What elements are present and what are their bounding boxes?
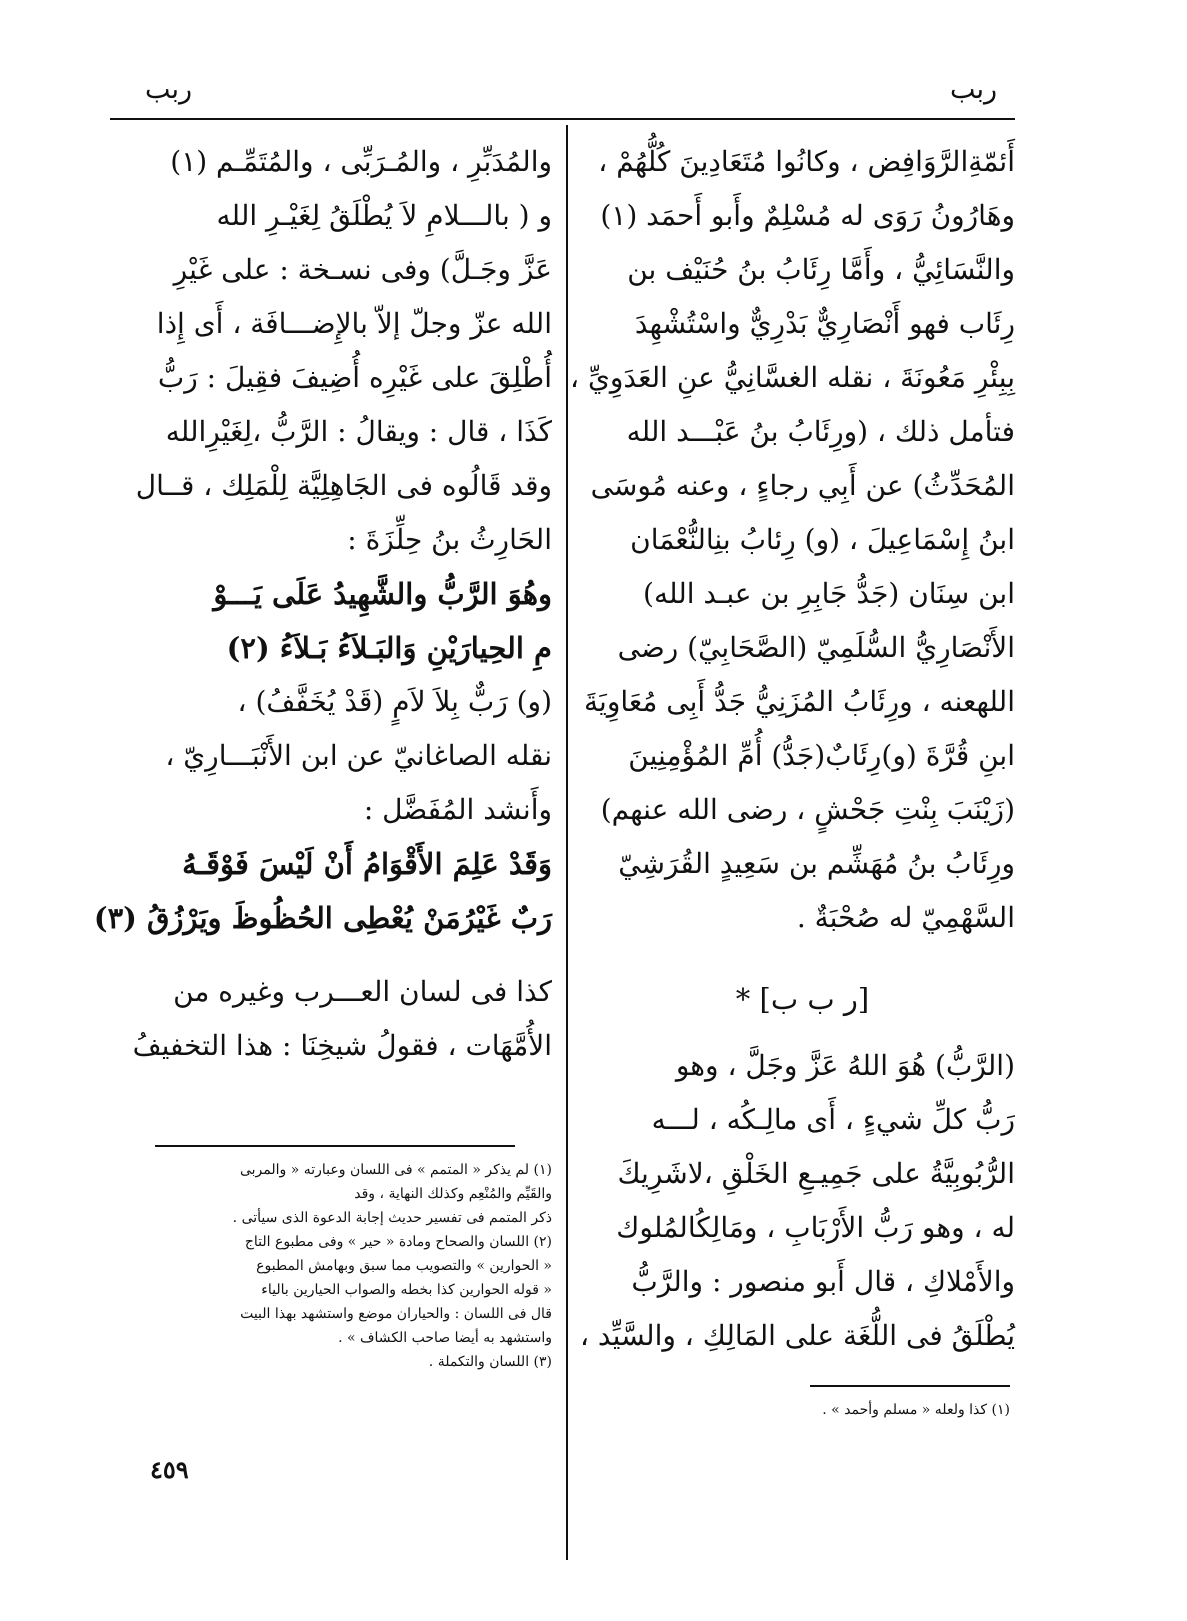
footnote-rule	[155, 1145, 515, 1147]
header-rule	[110, 118, 1015, 120]
text-line: ابنِ قُرَّةَ (و)رِئَابٌ(جَدُّ) أُمِّ المُؤْمِنِينَ	[628, 739, 1015, 772]
text-line: و ( بالـــلامِ لاَ يُطْلَقُ لِغَيْـرِ الله	[216, 199, 552, 232]
footnote-line: (٣) اللسان والتكملة .	[428, 1354, 552, 1370]
text-line: الحَارِثُ بنُ حِلِّزَةَ :	[347, 523, 552, 556]
verse-line: وهُوَ الرَّبُّ والشَّهِيدُ عَلَى يَـــوْ	[213, 577, 552, 611]
text-line: الأُمَّهَات ، فقولُ شيخِنَا : هذا التخفيفُ	[132, 1029, 552, 1062]
footnote-line: (١) لم يذكر « المتمم » فى اللسان وعبارته « والمربى	[239, 1162, 552, 1178]
text-line: الله عزّ وجلّ إلاّ بالإِضـــافَة ، أَى إِذا	[156, 307, 552, 340]
footnote-line: (٢) اللسان والصحاح ومادة « حير » وفى مطبوع التاج	[244, 1234, 552, 1250]
footnote-line: « قوله الحوارين كذا بخطه والصواب الحيارين بالياء	[261, 1282, 552, 1298]
left-footnotes	[112, 1158, 552, 1374]
verse-line: مِ الحِيارَيْنِ وَالبَـلاَءُ بَـلاَءُ (٢)	[226, 631, 552, 665]
text-line: نقله الصاغانيّ عن ابن الأَنْبَـــارِيّ ،	[165, 739, 552, 772]
text-line: ابن سِنَان (جَدُّ جَابِرِ بن عبـد الله)	[643, 577, 1015, 610]
text-line: فتأمل ذلك ، (ورِئَابُ بنُ عَبْـــد الله	[626, 415, 1015, 448]
verse-line: رَبٌ غَيْرُمَنْ يُعْطِى الحُظُوظَ ويَرْزُقُ (٣)	[93, 901, 552, 935]
text-line: له ، وهو رَبُّ الأَرْبَابِ ، ومَالِكُالمُلوك	[616, 1211, 1015, 1244]
text-line: المُحَدِّثُ) عن أَبِي رجاءٍ ، وعنه مُوسَى	[590, 469, 1015, 502]
text-line: ابنُ إِسْمَاعِيلَ ، (و) رِئابُ بنِالنُّعْمَان	[630, 523, 1015, 556]
text-line: أَئمّةِالرَّوَافِض ، وكانُوا مُتَعَادِينَ كُلُّهُمْ ،	[598, 145, 1015, 178]
text-line: بِبِئْرِ مَعُونَةَ ، نقله الغسَّانِيُّ عنِ العَدَوِيِّ ،	[570, 361, 1015, 394]
text-line: السَّهْمِيّ له صُحْبَةٌ .	[796, 901, 1015, 934]
text-line: رَبُّ كلِّ شيءٍ ، أَى مالِـكُه ، لـــه	[651, 1103, 1015, 1136]
footnote-line: « الحوارين » والتصويب مما سبق وبهامش المطبوع	[256, 1258, 552, 1274]
right-footnotes	[760, 1398, 1010, 1422]
column-divider	[566, 125, 568, 1560]
text-line: (و) رَبٌّ بِلاَ لاَمٍ (قَدْ يُخَفَّفُ) ،	[237, 685, 552, 718]
text-line: عَزَّ وجَـلَّ) وفى نسـخة : على غَيْرِ	[173, 253, 552, 286]
entry-heading: [ر ب ب] *	[735, 982, 870, 1016]
running-header-left: ربب	[145, 74, 193, 105]
left-column	[93, 135, 552, 1073]
text-line: وهَارُونُ رَوَى له مُسْلِمٌ وأَبو أَحمَد (١)	[600, 199, 1015, 232]
text-line: أُطْلِقَ على غَيْرِه أُضِيفَ فقِيلَ : رَبُّ	[157, 361, 552, 394]
right-column	[570, 135, 1015, 1363]
footnote-line: (١) كذا ولعله « مسلم وأحمد » .	[822, 1402, 1010, 1418]
footnote-line: واستشهد به أيضا صاحب الكشاف » .	[338, 1330, 552, 1346]
text-line: (زَيْنَبَ بِنْتِ جَحْشٍ ، رضى الله عنهم)	[600, 793, 1015, 826]
text-line: (الرَّبُّ) هُوَ اللهُ عَزَّ وجَلَّ ، وهو	[675, 1049, 1015, 1082]
text-line: والأَمْلاكِ ، قال أَبو منصور : والرَّبُّ	[631, 1265, 1015, 1298]
text-line: رِئَاب فهو أَنْصَارِيٌّ بَدْرِيٌّ واسْتُشْهِدَ	[634, 307, 1015, 340]
footnote-rule	[810, 1385, 1010, 1387]
text-line: الرُّبُوبِيَّةُ على جَمِيـعِ الخَلْقِ ،لاشَرِيكَ	[617, 1157, 1015, 1190]
text-line: وأَنشد المُفَضَّل :	[363, 793, 552, 826]
footnote-line: والقَيِّم والمُنْعِم وكذلك النهاية ، وقد	[354, 1186, 552, 1202]
text-line: وقد قَالُوه فى الجَاهِلِيَّة لِلْمَلِك ، قــال	[135, 469, 552, 502]
text-line: والمُدَبِّرِ ، والمُـرَبِّى ، والمُتَمِّـم (١)	[170, 145, 552, 178]
footnote-line: ذكر المتمم فى تفسير حديث إجابة الدعوة الذى سيأتى .	[232, 1210, 552, 1226]
text-line: يُطْلَقُ فى اللُّغَة على المَالِكِ ، والسَّيِّد ،	[579, 1319, 1015, 1352]
running-header-right: ربب	[950, 74, 998, 105]
text-line: والنَّسَائِيُّ ، وأَمَّا رِئَابُ بنُ حُنَيْف بن	[627, 253, 1015, 286]
text-line: اللهعنه ، ورِئَابُ المُزَنِيُّ جَدُّ أَبِى مُعَاوِيَةَ	[584, 685, 1015, 718]
text-line: كَذَا ، قال : ويقالُ : الرَّبُّ ،لِغَيْرِالله	[165, 415, 552, 448]
spacer	[112, 945, 552, 965]
text-line: الأَنْصَارِيُّ السُّلَمِيّ (الصَّحَابِيّ) رضى	[617, 631, 1015, 664]
text-line: ورِئَابُ بنُ مُهَشِّم بن سَعِيدٍ القُرَشِيّ	[618, 847, 1015, 880]
text-line: كذا فى لسان العـــرب وغيره من	[173, 975, 552, 1008]
footnote-line: قال فى اللسان : والحياران موضع واستشهد بهذا البيت	[240, 1306, 552, 1322]
verse-line: وَقَدْ عَلِمَ الأَقْوَامُ أَنْ لَيْسَ فَوْقَـهُ	[182, 847, 552, 881]
page-number: ٤٥٩	[150, 1455, 189, 1484]
